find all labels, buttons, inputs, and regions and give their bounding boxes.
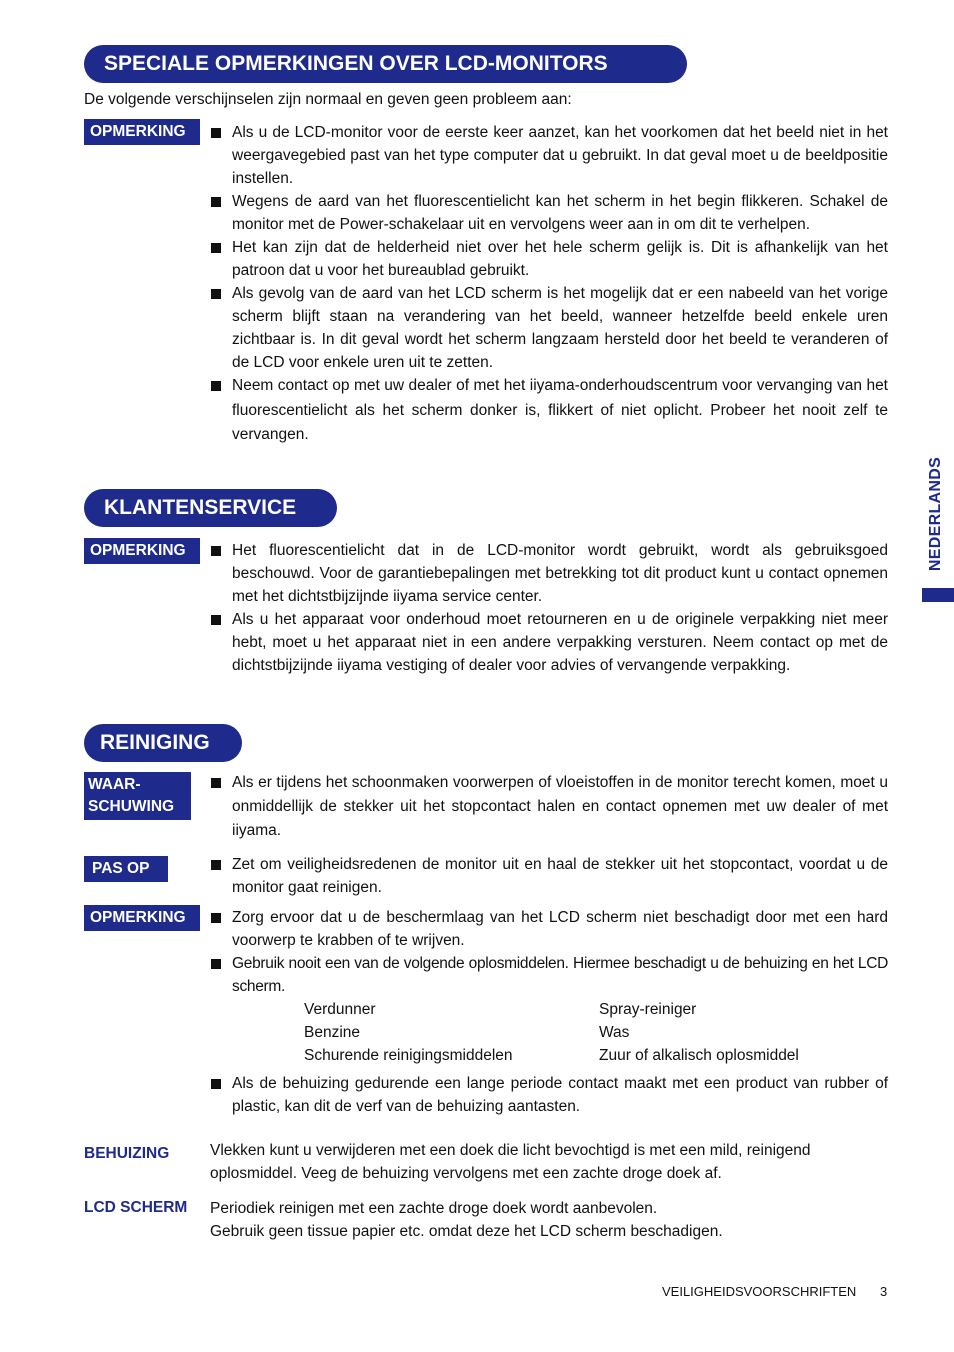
warning-label	[84, 772, 191, 820]
cleaning-notes-list	[208, 906, 888, 998]
note-label: OPMERKING	[84, 905, 200, 931]
list-item: Het fluorescentielicht dat in de LCD-monitor wordt gebruikt, wordt als gebruiksgoed beschouwd. Voor de garantiebepalingen met betrekking tot dit product kunt u contact opnemen met het dichtstbijzijnde iiyama service center.	[208, 539, 888, 608]
list-item: Als de behuizing gedurende een lange periode contact maakt met een product van rubber of plastic, kan dit de verf van de behuizing aantasten.	[208, 1072, 888, 1118]
table-row	[304, 998, 799, 1021]
table-row	[304, 1021, 799, 1044]
bullet-square-icon	[211, 913, 221, 923]
bullet-square-icon	[211, 1079, 221, 1089]
list-item: Als er tijdens het schoonmaken voorwerpen of vloeistoffen in de monitor terecht komen, moet u onmiddellijk de stekker uit het stopcontact halen en contact opnemen met uw dealer of met iiyama.	[208, 771, 888, 843]
warning-label-line2: SCHUWING	[88, 798, 175, 815]
bullet-square-icon	[211, 860, 221, 870]
cleaning-last-note	[208, 1072, 888, 1118]
bullet-square-icon	[211, 197, 221, 207]
note-label: OPMERKING	[84, 538, 200, 564]
intro-text: De volgende verschijnselen zijn normaal en geven geen probleem aan:	[84, 91, 572, 108]
footer-section: VEILIGHEIDSVOORSCHRIFTEN	[662, 1284, 857, 1299]
bullet-square-icon	[211, 959, 221, 969]
list-item: Zet om veiligheidsredenen de monitor uit en haal de stekker uit het stopcontact, voordat u de monitor gaat reinigen.	[208, 853, 888, 899]
lcd-notes-list	[208, 121, 888, 448]
lcd-screen-line: Gebruik geen tissue papier etc. omdat deze het LCD scherm beschadigen.	[210, 1223, 723, 1240]
solvent-cell: Spray-reiniger	[599, 1001, 697, 1018]
language-label: NEDERLANDS	[927, 456, 944, 572]
section-title-customer-service: KLANTENSERVICE	[84, 489, 337, 527]
bullet-square-icon	[211, 778, 221, 788]
list-item: Het kan zijn dat de helderheid niet over het hele scherm gelijk is. Dit is afhankelijk van het patroon dat u voor het bureaublad gebruikt.	[208, 236, 888, 282]
table-row	[304, 1044, 799, 1067]
note-label: OPMERKING	[84, 119, 200, 145]
solvent-cell: Zuur of alkalisch oplosmiddel	[599, 1047, 799, 1064]
lcd-screen-text	[210, 1197, 890, 1243]
solvent-cell: Was	[599, 1024, 630, 1041]
warning-list	[208, 771, 888, 843]
lcd-screen-label: LCD SCHERM	[84, 1199, 188, 1216]
caution-list	[208, 853, 888, 899]
housing-text: Vlekken kunt u verwijderen met een doek die licht bevochtigd is met een mild, reinigend oplosmiddel. Veeg de behuizing vervolgens met een zachte droge doek af.	[210, 1142, 811, 1182]
list-item: Wegens de aard van het fluorescentielicht kan het scherm in het begin flikkeren. Schakel de monitor met de Power-schakelaar uit en vervolgens weer aan in om dit te verhelpen.	[208, 190, 888, 236]
bullet-square-icon	[211, 289, 221, 299]
list-item: Neem contact op met uw dealer of met het iiyama-onderhoudscentrum voor vervanging van het fluorescentielicht als het scherm donker is, flikkert of niet oplicht. Probeer het nooit zelf te vervangen.	[208, 374, 888, 448]
warning-label-line1: WAAR-	[88, 776, 141, 793]
housing-label: BEHUIZING	[84, 1145, 170, 1162]
bullet-square-icon	[211, 243, 221, 253]
language-side-tab	[922, 448, 950, 580]
lcd-screen-line: Periodiek reinigen met een zachte droge doek wordt aanbevolen.	[210, 1200, 658, 1217]
solvents-table	[304, 998, 799, 1067]
bullet-square-icon	[211, 546, 221, 556]
solvent-cell: Schurende reinigingsmiddelen	[304, 1047, 513, 1064]
section-title-cleaning: REINIGING	[84, 724, 242, 762]
list-item: Zorg ervoor dat u de beschermlaag van het LCD scherm niet beschadigt door met een hard voorwerp te krabben of te wrijven.	[208, 906, 888, 952]
list-item: Als u de LCD-monitor voor de eerste keer aanzet, kan het voorkomen dat het beeld niet in het weergavegebied past van het type computer dat u gebruikt. In dat geval moet u de beeldpositie instellen.	[208, 121, 888, 190]
language-marker	[922, 588, 954, 602]
page-number: 3	[880, 1284, 888, 1299]
bullet-square-icon	[211, 381, 221, 391]
list-item: Als u het apparaat voor onderhoud moet retourneren en u de originele verpakking niet meer hebt, moet u het apparaat niet in een andere verpakking versturen. Neem contact op met de dichtstbijzijnde iiyama vestiging of dealer voor advies of vervangende verpakking.	[208, 608, 888, 677]
solvent-cell: Benzine	[304, 1024, 361, 1041]
caution-label: PAS OP	[84, 856, 168, 882]
bullet-square-icon	[211, 128, 221, 138]
bullet-square-icon	[211, 615, 221, 625]
service-notes-list	[208, 539, 888, 677]
solvent-cell: Verdunner	[304, 1001, 376, 1018]
section-title-lcd-notes: SPECIALE OPMERKINGEN OVER LCD-MONITORS	[84, 45, 687, 83]
list-item: Als gevolg van de aard van het LCD scherm is het mogelijk dat er een nabeeld van het vorige scherm blijft staan na verandering van het beeld, wanneer hetzelfde beeld enkele uren zichtbaar is. In dit geval wordt het scherm langzaam hersteld door het beeld te veranderen of de LCD voor enkele uren uit te zetten.	[208, 282, 888, 374]
list-item: Gebruik nooit een van de volgende oplosmiddelen. Hiermee beschadigt u de behuizing en het LCD scherm.	[208, 952, 888, 998]
